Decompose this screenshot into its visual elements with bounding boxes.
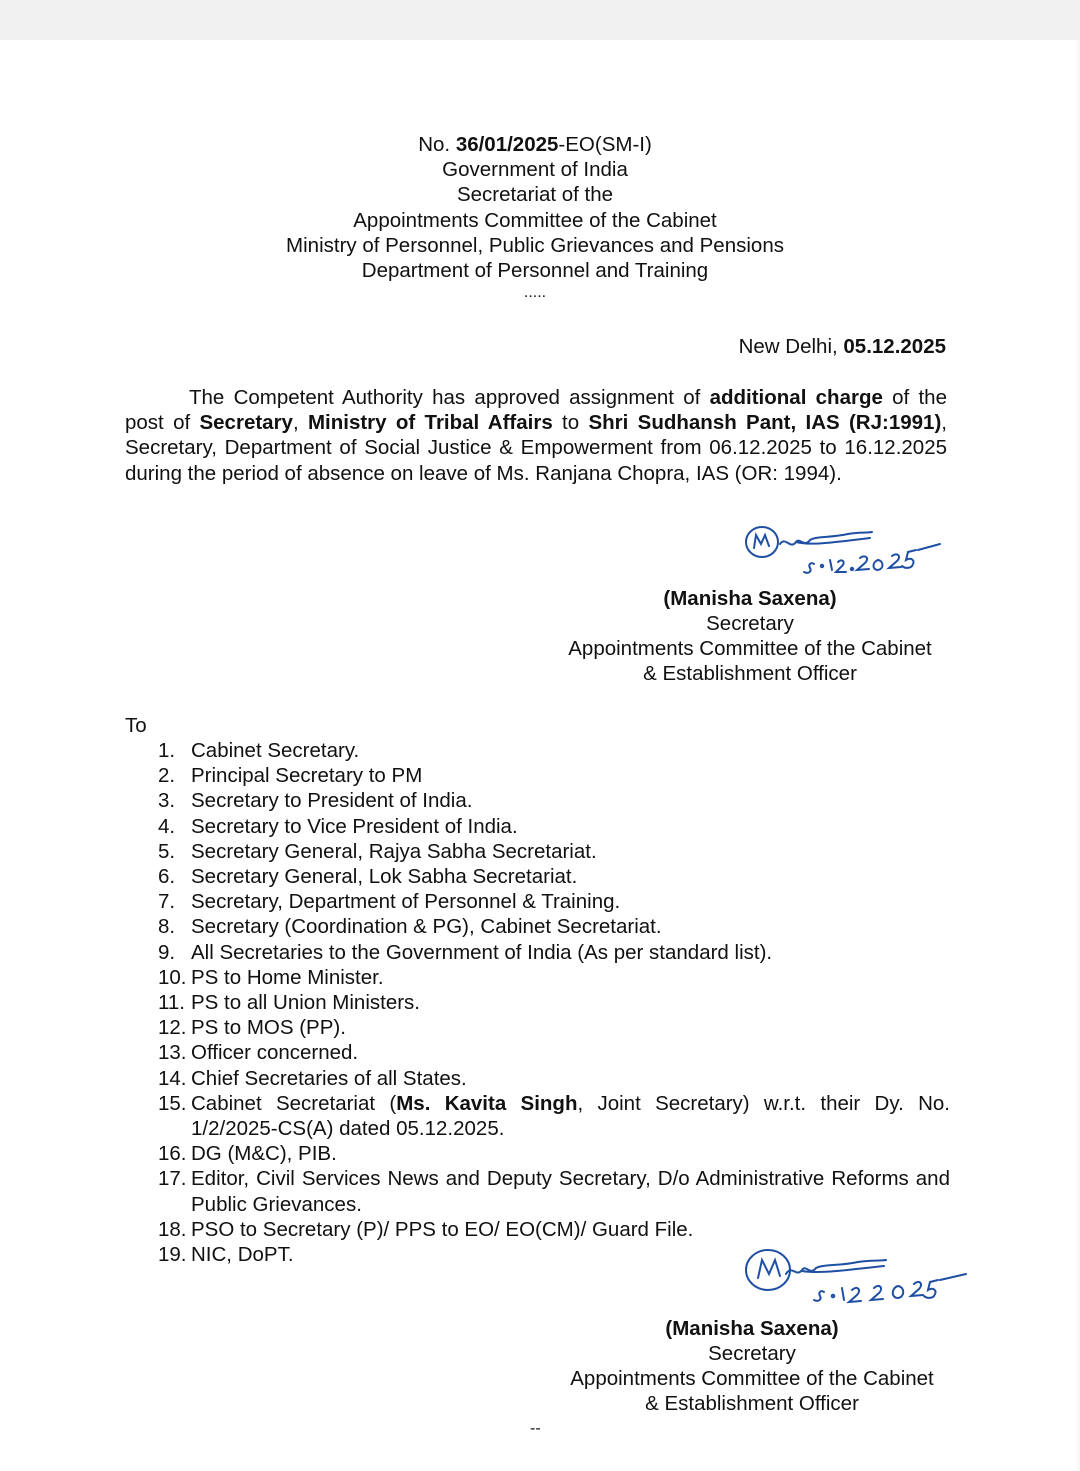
header-government: Government of India [442, 158, 628, 181]
reference-number: No. 36/01/2025-EO(SM-I) [418, 133, 652, 156]
list-item: 16. DG (M&C), PIB. [158, 1142, 337, 1166]
to-label: To [125, 714, 147, 737]
signature-top-image [740, 520, 960, 582]
list-item: 18. PSO to Secretary (P)/ PPS to EO/ EO(CM)/ Guard File. [158, 1217, 694, 1241]
signatory-office-2: & Establishment Officer [643, 662, 857, 685]
list-item: 14. Chief Secretaries of all States. [158, 1066, 467, 1090]
footer-mark: -- [530, 1420, 541, 1437]
signatory-title: Secretary [708, 1342, 796, 1365]
place-date: New Delhi, 05.12.2025 [738, 335, 946, 358]
list-item: 15. Cabinet Secretariat (Ms. Kavita Singh, Joint Secretary) w.r.t. their Dy. No. 1/2/2025-CS(A) dated 05.12.2025. [158, 1091, 950, 1141]
signatory-office-2: & Establishment Officer [645, 1392, 859, 1415]
list-item: 1. Cabinet Secretary. [158, 739, 360, 762]
list-item: 7. Secretary, Department of Personnel & Training. [158, 890, 621, 914]
signature-bottom-image [740, 1244, 980, 1314]
list-item: 13. Officer concerned. [158, 1041, 359, 1065]
list-item: 19. NIC, DoPT. [158, 1243, 294, 1267]
header-separator: ..... [523, 284, 547, 301]
signature-block-top [540, 586, 960, 686]
signatory-name: (Manisha Saxena) [663, 587, 837, 610]
header-ministry: Ministry of Personnel, Public Grievances and Pensions [286, 234, 784, 257]
signatory-office: Appointments Committee of the Cabinet [568, 637, 932, 660]
list-item: 10. PS to Home Minister. [158, 965, 384, 989]
document-page [0, 40, 1080, 1471]
order-paragraph: The Competent Authority has approved assignment of additional charge of the post of Secretary, Ministry of Tribal Affairs to Shri Sudhansh Pant, IAS (RJ:1991), Secretary, Department of Social Justice & Empowerment from 06.12.2025 to 16.12.2025 during the period of absence on leave of Ms. Ranjana Chopra, IAS (OR: 1994). [125, 386, 947, 485]
header-acc: Appointments Committee of the Cabinet [353, 209, 717, 232]
list-item: 9. All Secretaries to the Government of India (As per standard list). [158, 940, 773, 964]
recipient-list [158, 738, 950, 1267]
list-item: 3. Secretary to President of India. [158, 789, 473, 813]
list-item: 8. Secretary (Coordination & PG), Cabinet Secretariat. [158, 915, 662, 939]
header-secretariat: Secretariat of the [456, 183, 614, 206]
list-item: 5. Secretary General, Rajya Sabha Secretariat. [158, 839, 597, 863]
list-item: 6. Secretary General, Lok Sabha Secretariat. [158, 865, 578, 889]
signatory-title: Secretary [706, 612, 794, 635]
signatory-name: (Manisha Saxena) [665, 1317, 839, 1340]
list-item: 12. PS to MOS (PP). [158, 1016, 346, 1040]
header-department: Department of Personnel and Training [361, 259, 709, 282]
list-item: 2. Principal Secretary to PM [158, 764, 423, 788]
signature-block-bottom [542, 1316, 962, 1416]
list-item: 4. Secretary to Vice President of India. [158, 814, 518, 838]
signatory-office: Appointments Committee of the Cabinet [570, 1367, 934, 1390]
list-item: 11. PS to all Union Ministers. [158, 991, 421, 1015]
list-item: 17. Editor, Civil Services News and Deputy Secretary, D/o Administrative Reforms and Public Grievances. [158, 1167, 950, 1216]
